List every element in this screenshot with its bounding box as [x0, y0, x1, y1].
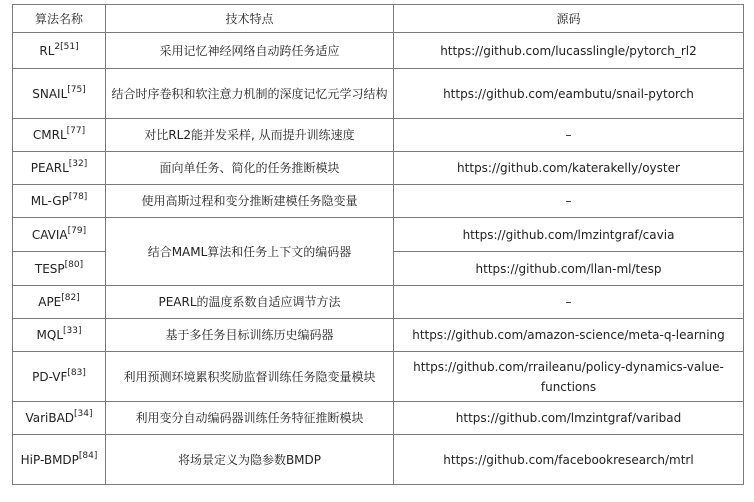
- algo-name: HiP-BMDP[84]: [13, 435, 106, 485]
- table-row: [13, 319, 744, 352]
- algo-name: SNAIL[75]: [13, 69, 106, 119]
- algo-name: MQL[33]: [13, 319, 106, 352]
- algo-name: TESP[80]: [13, 252, 106, 286]
- table-row: [13, 185, 744, 218]
- algo-feature: 利用变分自动编码器训练任务特征推断模块: [106, 402, 394, 435]
- table-row: [13, 33, 744, 69]
- algo-name: VariBAD[34]: [13, 402, 106, 435]
- algo-name: $RL^{2[51]}$: [13, 33, 106, 69]
- algo-source: –: [394, 185, 744, 218]
- algo-name: CAVIA[79]: [13, 218, 106, 252]
- algo-feature: 利用预测环境累积奖励监督训练任务隐变量模块: [106, 352, 394, 402]
- table-row: [13, 69, 744, 119]
- algo-feature: 结合MAML算法和任务上下文的编码器: [106, 218, 394, 286]
- algo-feature: 结合时序卷积和软注意力机制的深度记忆元学习结构: [106, 69, 394, 119]
- algo-source[interactable]: https://github.com/facebookresearch/mtrl: [394, 435, 744, 485]
- algo-feature: 基于多任务目标训练历史编码器: [106, 319, 394, 352]
- algo-feature: 对比RL2能并发采样, 从而提升训练速度: [106, 119, 394, 152]
- algo-source[interactable]: https://github.com/lmzintgraf/cavia: [394, 218, 744, 252]
- table-row: [13, 352, 744, 402]
- algo-name: APE[82]: [13, 286, 106, 319]
- algo-name: ML-GP[78]: [13, 185, 106, 218]
- table-header-row: [13, 5, 744, 33]
- algo-source[interactable]: https://github.com/lmzintgraf/varibad: [394, 402, 744, 435]
- algo-feature: 采用记忆神经网络自动跨任务适应: [106, 33, 394, 69]
- header-feature: 技术特点: [106, 5, 394, 33]
- algo-source[interactable]: https://github.com/eambutu/snail-pytorch: [394, 69, 744, 119]
- algo-source: –: [394, 286, 744, 319]
- table-row: [13, 435, 744, 485]
- algo-feature: 面向单任务、简化的任务推断模块: [106, 152, 394, 185]
- algo-feature: 使用高斯过程和变分推断建模任务隐变量: [106, 185, 394, 218]
- table-row: [13, 119, 744, 152]
- algo-name: PEARL[32]: [13, 152, 106, 185]
- algo-feature: PEARL的温度系数自适应调节方法: [106, 286, 394, 319]
- algorithm-table: [12, 4, 744, 485]
- table-row: [13, 218, 744, 252]
- algo-feature: 将场景定义为隐参数BMDP: [106, 435, 394, 485]
- table-row: [13, 152, 744, 185]
- table-row: [13, 286, 744, 319]
- header-source: 源码: [394, 5, 744, 33]
- algo-name: PD-VF[83]: [13, 352, 106, 402]
- algo-source[interactable]: https://github.com/amazon-science/meta-q-learning: [394, 319, 744, 352]
- algo-name: CMRL[77]: [13, 119, 106, 152]
- algo-source[interactable]: https://github.com/rraileanu/policy-dynamics-value-functions: [394, 352, 744, 402]
- algo-source[interactable]: https://github.com/katerakelly/oyster: [394, 152, 744, 185]
- algo-source[interactable]: https://github.com/llan-ml/tesp: [394, 252, 744, 286]
- algo-source: –: [394, 119, 744, 152]
- algo-source[interactable]: https://github.com/lucasslingle/pytorch_rl2: [394, 33, 744, 69]
- table-row: [13, 402, 744, 435]
- header-name: 算法名称: [13, 5, 106, 33]
